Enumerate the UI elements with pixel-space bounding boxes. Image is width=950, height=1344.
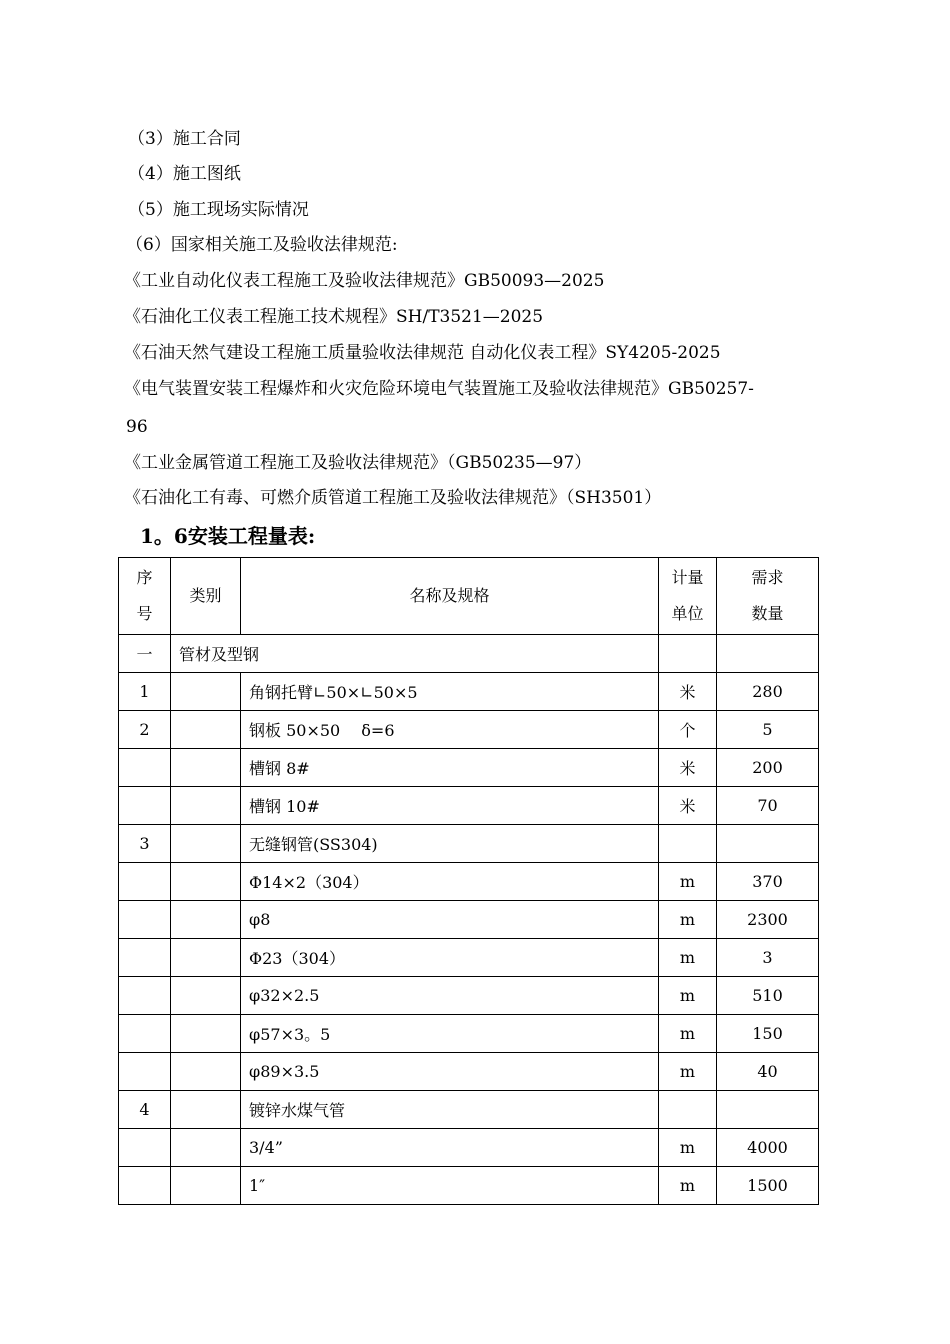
row-name-spec: 无缝钢管(SS304)	[241, 825, 659, 863]
row-category	[171, 1129, 241, 1167]
row-seq: 3	[119, 825, 171, 863]
row-name-spec: 钢板 50×50 δ=6	[241, 711, 659, 749]
row-unit: 米	[659, 673, 717, 711]
row-quantity: 370	[717, 863, 819, 901]
table-row	[119, 825, 819, 863]
row-category	[171, 939, 241, 977]
intro-line-std-gb50257: 《电气装置安装工程爆炸和火灾危险环境电气装置施工及验收法律规范》GB50257-	[124, 379, 754, 399]
intro-line-std-gb50093: 《工业自动化仪表工程施工及验收法律规范》GB50093—2025	[124, 271, 605, 291]
row-unit: m	[659, 1167, 717, 1205]
row-name-spec: φ89×3.5	[241, 1053, 659, 1091]
row-quantity: 510	[717, 977, 819, 1015]
row-seq: 2	[119, 711, 171, 749]
table-rows	[119, 673, 819, 1205]
table-row	[119, 673, 819, 711]
row-seq	[119, 901, 171, 939]
row-category	[171, 787, 241, 825]
table-row	[119, 1167, 819, 1205]
header-quantity: 需求 数量	[717, 558, 819, 635]
table-row	[119, 711, 819, 749]
intro-line-std-sh3501: 《石油化工有毒、可燃介质管道工程施工及验收法律规范》（SH3501）	[124, 488, 662, 508]
header-category: 类别	[171, 558, 241, 635]
row-category	[171, 863, 241, 901]
row-unit	[659, 1091, 717, 1129]
row-category	[171, 711, 241, 749]
table-row	[119, 1129, 819, 1167]
table-row	[119, 863, 819, 901]
table-row	[119, 787, 819, 825]
row-quantity: 200	[717, 749, 819, 787]
table-row	[119, 749, 819, 787]
table-row	[119, 901, 819, 939]
row-seq	[119, 939, 171, 977]
row-seq	[119, 1053, 171, 1091]
group-seq: 一	[119, 635, 171, 673]
row-name-spec: Φ14×2（304）	[241, 863, 659, 901]
row-quantity: 150	[717, 1015, 819, 1053]
row-unit	[659, 825, 717, 863]
intro-line-drawings: （4）施工图纸	[128, 164, 241, 184]
row-seq: 4	[119, 1091, 171, 1129]
row-category	[171, 673, 241, 711]
row-seq	[119, 977, 171, 1015]
row-unit: 米	[659, 749, 717, 787]
intro-line-std-gb50235: 《工业金属管道工程施工及验收法律规范》（GB50235—97）	[124, 453, 592, 473]
row-quantity: 4000	[717, 1129, 819, 1167]
group-label: 管材及型钢	[171, 635, 659, 673]
row-unit: 米	[659, 787, 717, 825]
row-name-spec: φ57×3。5	[241, 1015, 659, 1053]
row-quantity: 5	[717, 711, 819, 749]
intro-line-std-gb50257-cont: 96	[126, 417, 148, 437]
row-seq	[119, 863, 171, 901]
group-qty	[717, 635, 819, 673]
row-unit: m	[659, 939, 717, 977]
row-name-spec: φ32×2.5	[241, 977, 659, 1015]
row-name-spec: 槽钢 10#	[241, 787, 659, 825]
row-seq	[119, 1015, 171, 1053]
table-row	[119, 977, 819, 1015]
header-seq: 序 号	[119, 558, 171, 635]
row-seq	[119, 787, 171, 825]
row-quantity: 3	[717, 939, 819, 977]
intro-line-std-sh3521: 《石油化工仪表工程施工技术规程》SH/T3521—2025	[124, 307, 544, 327]
row-unit: m	[659, 901, 717, 939]
row-category	[171, 1053, 241, 1091]
row-seq	[119, 1129, 171, 1167]
row-quantity	[717, 825, 819, 863]
row-category	[171, 1091, 241, 1129]
row-name-spec: φ8	[241, 901, 659, 939]
table-row	[119, 939, 819, 977]
row-name-spec: 3/4”	[241, 1129, 659, 1167]
group-unit	[659, 635, 717, 673]
row-name-spec: 槽钢 8#	[241, 749, 659, 787]
intro-line-contract: （3）施工合同	[128, 129, 241, 149]
row-unit: m	[659, 1015, 717, 1053]
row-seq	[119, 749, 171, 787]
row-quantity: 70	[717, 787, 819, 825]
quantity-table	[118, 557, 819, 1205]
section-heading: 1。6安装工程量表:	[140, 524, 316, 548]
row-unit: m	[659, 977, 717, 1015]
table-header-row	[119, 558, 819, 635]
header-unit: 计量 单位	[659, 558, 717, 635]
intro-line-site: （5）施工现场实际情况	[128, 200, 309, 220]
row-quantity: 280	[717, 673, 819, 711]
row-category	[171, 1015, 241, 1053]
table-row	[119, 1091, 819, 1129]
row-quantity	[717, 1091, 819, 1129]
table-row	[119, 1053, 819, 1091]
table-group-row	[119, 635, 819, 673]
row-category	[171, 1167, 241, 1205]
row-unit: m	[659, 1053, 717, 1091]
row-category	[171, 901, 241, 939]
row-unit: m	[659, 863, 717, 901]
row-unit: m	[659, 1129, 717, 1167]
row-category	[171, 749, 241, 787]
row-unit: 个	[659, 711, 717, 749]
table-row	[119, 1015, 819, 1053]
header-name-spec: 名称及规格	[241, 558, 659, 635]
row-quantity: 1500	[717, 1167, 819, 1205]
row-quantity: 2300	[717, 901, 819, 939]
row-name-spec: 角钢托臂∟50×∟50×5	[241, 673, 659, 711]
row-category	[171, 977, 241, 1015]
row-seq	[119, 1167, 171, 1205]
row-category	[171, 825, 241, 863]
row-seq: 1	[119, 673, 171, 711]
intro-line-standards: （6）国家相关施工及验收法律规范:	[126, 235, 398, 255]
row-quantity: 40	[717, 1053, 819, 1091]
row-name-spec: 镀锌水煤气管	[241, 1091, 659, 1129]
row-name-spec: 1″	[241, 1167, 659, 1205]
row-name-spec: Φ23（304）	[241, 939, 659, 977]
intro-line-std-sy4205: 《石油天然气建设工程施工质量验收法律规范 自动化仪表工程》SY4205-2025	[124, 343, 721, 363]
